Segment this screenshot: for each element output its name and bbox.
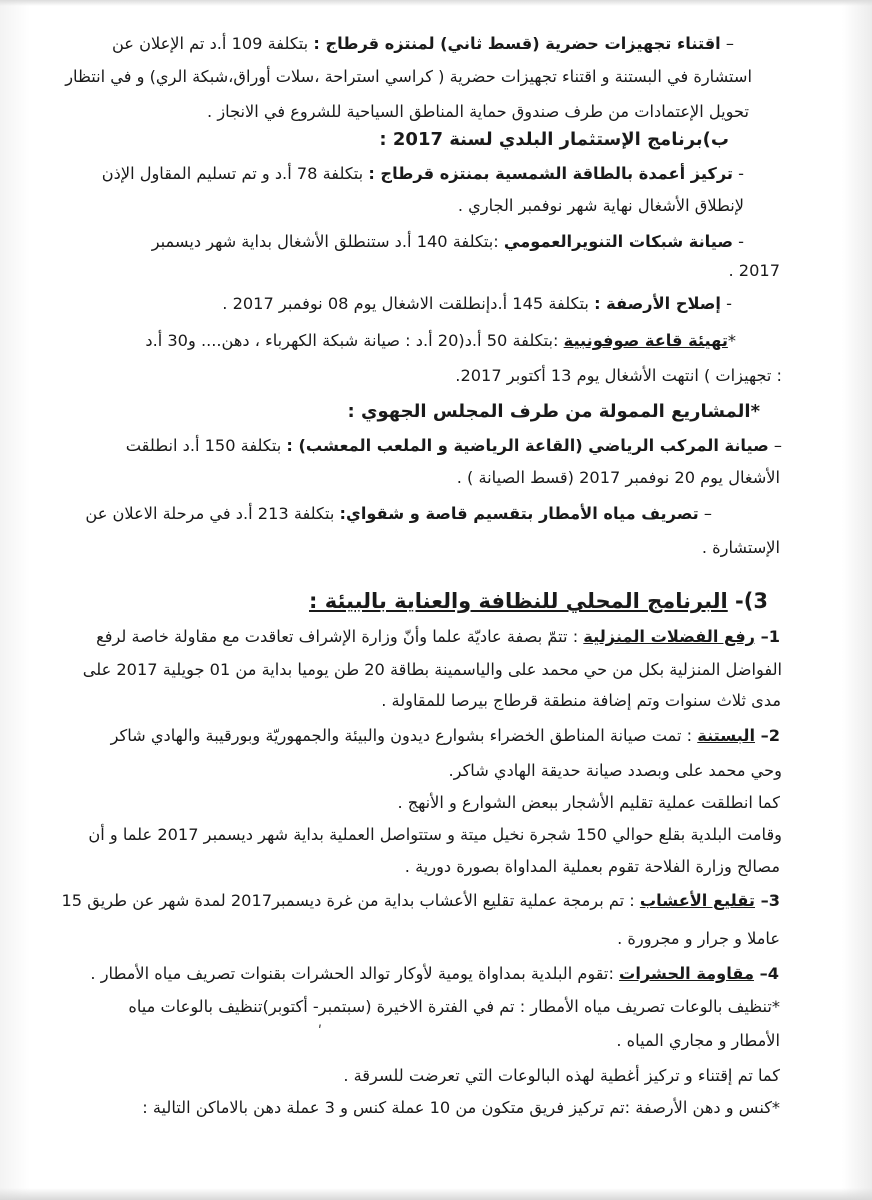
paragraph-line	[0, 890, 780, 912]
line-heading: صيانة المركب الرياضي (القاعة الرياضية و الملعب المعشب) :	[286, 436, 769, 455]
paragraph-line	[0, 1097, 780, 1119]
paragraph-line	[0, 792, 780, 814]
line-prefix: 4–	[754, 964, 779, 983]
paragraph-line	[0, 1030, 780, 1052]
paragraph-line	[0, 330, 736, 352]
line-text: : تجهيزات ) انتهت الأشغال يوم 13 أكتوبر 2017.	[455, 366, 782, 385]
scan-speck: ʹ	[318, 1024, 322, 1040]
line-heading: تصريف مياه الأمطار بتقسيم قاصة و شقواي:	[339, 504, 699, 523]
paragraph-line	[0, 435, 782, 457]
line-text: بتكلفة 213 أ.د في مرحلة الاعلان عن	[85, 504, 340, 523]
line-text: تحويل الإعتمادات من طرف صندوق حماية المناطق السياحية للشروع في الانجاز .	[207, 102, 749, 121]
line-heading: ب)برنامج الإستثمار البلدي لسنة 2017 :	[379, 129, 729, 150]
line-heading: رفع الفضلات المنزلية	[583, 627, 755, 646]
line-prefix: 2–	[755, 726, 780, 745]
line-prefix: –	[698, 504, 712, 523]
paragraph-line	[0, 1065, 780, 1087]
line-text: *تنظيف بالوعات تصريف مياه الأمطار : تم في الفترة الاخيرة (سبتمبر- أكتوبر)تنظيف بالوعات مياه	[128, 997, 780, 1016]
section-heading	[0, 401, 760, 423]
line-heading: صيانة شبكات التنويرالعمومي	[503, 232, 733, 251]
line-prefix: *	[727, 331, 736, 350]
paragraph-line	[0, 33, 872, 55]
line-text: مدى ثلاث سنوات وتم إضافة منطقة قرطاج بيرصا للمقاولة .	[381, 691, 781, 710]
line-prefix: 1–	[755, 627, 780, 646]
line-text: 2017 .	[728, 261, 780, 280]
line-text: *كنس و دهن الأرصفة :تم تركيز فريق متكون من 10 عملة كنس و 3 عملة دهن بالاماكن التالية :	[142, 1098, 780, 1117]
paragraph-line	[0, 659, 782, 681]
line-prefix: –	[768, 436, 782, 455]
line-text: مصالح وزارة الفلاحة تقوم بعملية المداواة بصورة دورية .	[404, 857, 780, 876]
line-text: الأمطار و مجاري المياه .	[616, 1031, 780, 1050]
line-heading: إصلاح الأرصفة :	[594, 294, 721, 313]
line-text: الأشغال يوم 20 نوفمبر 2017 (قسط الصيانة ) .	[456, 468, 780, 487]
line-text: بتكلفة 109 أ.د تم الإعلان عن	[111, 34, 314, 53]
line-heading: تركيز أعمدة بالطاقة الشمسية بمنتزه قرطاج :	[368, 164, 733, 183]
line-heading: البرنامج المحلي للنظافة والعناية بالبيئة :	[309, 589, 728, 613]
line-text: :تقوم البلدية بمداواة يومية لأوكار توالد الحشرات بقنوات تصريف مياه الأمطار .	[90, 964, 620, 983]
line-heading: تقليع الأعشاب	[639, 891, 755, 910]
line-prefix: 3–	[755, 891, 780, 910]
line-heading: تهيئة قاعة صوفونبية	[563, 331, 728, 350]
line-text: استشارة في البستنة و اقتناء تجهيزات حضرية ( كراسي استراحة ،سلات أوراق،شبكة الري) و في انتظار	[65, 67, 752, 86]
paragraph-line	[0, 260, 780, 282]
paragraph-line	[0, 293, 732, 315]
paragraph-line	[0, 537, 780, 559]
paragraph-line	[0, 163, 744, 185]
paragraph-line	[0, 856, 780, 878]
paragraph-line	[0, 725, 780, 747]
line-text: : تمت صيانة المناطق الخضراء بشوارع ديدون والبيئة والجمهوريّة وبورقيبة والهادي شاكر	[110, 726, 698, 745]
line-text: كما تم إقتناء و تركيز أغطية لهذه البالوعات التي تعرضت للسرقة .	[343, 1066, 780, 1085]
section-heading	[0, 129, 729, 151]
line-heading: مقاومة الحشرات	[619, 964, 754, 983]
line-heading: البستنة	[697, 726, 755, 745]
line-text: بتكلفة 78 أ.د و تم تسليم المقاول الإذن	[101, 164, 369, 183]
line-text: كما انطلقت عملية تقليم الأشجار ببعض الشوارع و الأنهج .	[397, 793, 780, 812]
paragraph-line	[0, 928, 780, 950]
paragraph-line	[0, 996, 780, 1018]
line-text: : تم برمجة عملية تقليع الأعشاب بداية من غرة ديسمبر2017 لمدة شهر عن طريق 15	[61, 891, 640, 910]
paragraph-line	[0, 195, 744, 217]
line-prefix: -	[721, 294, 732, 313]
line-prefix: –	[720, 34, 734, 53]
line-text: بتكلفة 150 أ.د انطلقت	[125, 436, 287, 455]
paragraph-line	[0, 760, 782, 782]
line-text: الفواضل المنزلية بكل من حي محمد على والياسمينة بطاقة 20 طن يوميا بداية من 01 جويلية 2017 على	[82, 660, 782, 679]
paragraph-line	[0, 690, 781, 712]
line-text: الإستشارة .	[701, 538, 780, 557]
line-text: :بتكلفة 50 أ.د(20 أ.د : صيانة شبكة الكهرباء ، دهن.... و30 أ.د	[145, 331, 564, 350]
line-prefix: -	[733, 164, 744, 183]
paragraph-line	[0, 467, 780, 489]
line-text: وحي محمد على وبصدد صيانة حديقة الهادي شاكر.	[448, 761, 782, 780]
paragraph-line	[0, 101, 749, 123]
section-heading	[0, 590, 768, 614]
line-text: وقامت البلدية بقلع حوالي 150 شجرة نخيل ميتة و ستتواصل العملية بداية شهر ديسمبر 2017 علما و أن	[88, 825, 782, 844]
paragraph-line	[0, 824, 782, 846]
line-text: عاملا و جرار و مجرورة .	[617, 929, 780, 948]
paragraph-line	[0, 66, 752, 88]
line-heading: اقتناء تجهيزات حضرية (قسط ثاني) لمنتزه قرطاج :	[313, 34, 721, 53]
line-prefix: 3)-	[727, 589, 768, 613]
line-text: لإنطلاق الأشغال نهاية شهر نوفمبر الجاري .	[457, 196, 744, 215]
paragraph-line	[0, 963, 779, 985]
line-prefix: -	[733, 232, 744, 251]
scan-shadow-top	[0, 0, 872, 6]
paragraph-line	[0, 626, 780, 648]
scan-shadow-bottom	[0, 1188, 872, 1200]
paragraph-line	[0, 503, 712, 525]
line-text: : تتمّ بصفة عاديّة علما وأنّ وزارة الإشراف تعاقدت مع مقاولة خاصة لرفع	[96, 627, 584, 646]
paragraph-line	[0, 231, 744, 253]
line-text: :بتكلفة 140 أ.د ستنطلق الأشغال بداية شهر ديسمبر	[151, 232, 504, 251]
line-heading: *المشاريع الممولة من طرف المجلس الجهوي :	[347, 401, 760, 422]
line-text: بتكلفة 145 أ.دإنطلقت الاشغال يوم 08 نوفمبر 2017 .	[222, 294, 595, 313]
paragraph-line	[0, 365, 782, 387]
